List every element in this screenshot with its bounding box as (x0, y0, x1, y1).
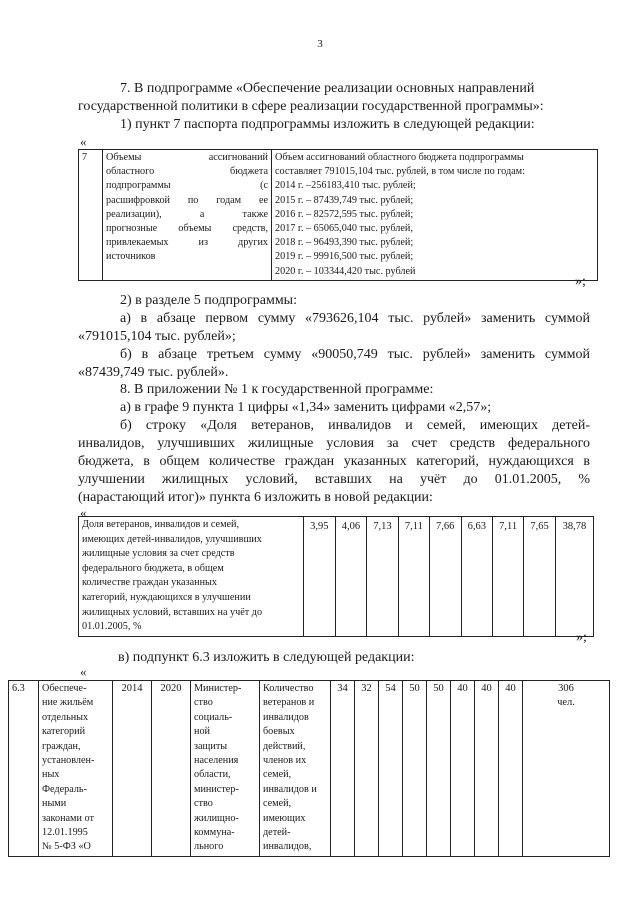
subpoint-value: 40 (475, 681, 499, 857)
section5-line4: б) в абзаце третьем сумму «90050,749 тыс. рублей» заменить суммой (120, 347, 590, 362)
indicator-label-line: жилищные условия за счет средств (82, 548, 235, 560)
subpoint-name-line: ние жильём (42, 697, 94, 709)
section5-line2: а) в абзаце первом сумму «793626,104 тыс. рублей» заменить суммой (120, 311, 590, 326)
passport-value-line: 2019 г. – 99916,500 тыс. рублей; (275, 251, 414, 263)
subpoint-total-line: чел. (557, 697, 575, 709)
indicator-name-line: действий, (263, 740, 306, 752)
subpoint-value: 50 (427, 681, 451, 857)
indicator-value: 7,66 (429, 517, 461, 637)
passport-label-line: прогнозные объемы средств, (106, 223, 268, 235)
indicator-label-line: 01.01.2005, % (82, 621, 142, 633)
indicator-name-line: ветеранов и (263, 697, 315, 709)
passport-value-cell (272, 150, 598, 281)
indicator-table (78, 516, 594, 637)
passport-table (78, 149, 598, 281)
item8-line4: инвалидов, улучшивших жилищные условия за счет средств федерального (78, 436, 590, 451)
subpoint-name-line: № 5-ФЗ «О (42, 841, 91, 853)
indicator-name-line: инвалидов (263, 711, 309, 723)
item7-line1: 7. В подпрограмме «Обеспечение реализации основных направлений (120, 81, 535, 96)
subpoint-name-line: отдельных (42, 711, 89, 723)
indicator-value: 6,63 (461, 517, 493, 637)
indicator-name-line: членов их (263, 755, 307, 767)
indicator-name-line: семей, (263, 769, 292, 781)
subpoint-name-cell (39, 681, 113, 857)
indicator-name-cell (260, 681, 331, 857)
indicator-name-line: семей, (263, 798, 292, 810)
item7-line3: 1) пункт 7 паспорта подпрограммы изложить в следующей редакции: (120, 117, 535, 132)
passport-label-line: источников (106, 251, 156, 263)
indicator-name-line: Количество (263, 683, 314, 694)
passport-value-line: составляет 791015,104 тыс. рублей, в том числе по годам: (275, 166, 525, 178)
item8-line1: 8. В приложении № 1 к государственной программе: (120, 382, 434, 397)
passport-label-cell (103, 150, 272, 281)
open-quote-3: « (80, 664, 87, 679)
close-quote-1: »; (575, 274, 586, 289)
indicator-value: 4,06 (335, 517, 367, 637)
executor-line: населения (194, 755, 239, 767)
indicator-label-line: имеющих детей-инвалидов, улучшивших (82, 533, 262, 545)
open-quote-2: « (80, 505, 87, 520)
passport-label-line: Объемы ассигнований (106, 152, 268, 163)
executor-line: ство (194, 798, 213, 810)
indicator-label-cell (79, 517, 304, 637)
subpoint-value: 40 (499, 681, 523, 857)
indicator-value: 7,11 (398, 517, 429, 637)
passport-value-line: 2014 г. –256183,410 тыс. рублей; (275, 180, 416, 192)
indicator-name-line: инвалидов, (263, 841, 312, 853)
indicator-label-line: Доля ветеранов, инвалидов и семей, (82, 519, 240, 530)
subpoint-name-line: 12.01.1995 (42, 827, 88, 839)
passport-label-line: реализации), а также (106, 208, 268, 220)
subpoint-6-3-table (8, 680, 610, 857)
indicator-value: 38,78 (555, 517, 593, 637)
subpoint-name-line: категорий (42, 726, 86, 738)
indicator-name-line: имеющих (263, 812, 306, 824)
executor-line: ство (194, 697, 213, 709)
item8-line6: улучшении жилищных условий, вставших на учёт до 01.01.2005, % (78, 472, 590, 487)
executor-cell (191, 681, 260, 857)
executor-line: ной (194, 726, 210, 738)
subpoint-value: 34 (331, 681, 355, 857)
indicator-label-line: федерального бюджета, в общем (82, 562, 224, 574)
passport-label-line: подпрограммы (с (106, 180, 268, 192)
indicator-name-line: боевых (263, 726, 295, 738)
subpoint-name-line: Федераль- (42, 783, 87, 795)
section5-line1: 2) в разделе 5 подпрограммы: (120, 293, 297, 308)
executor-line: защиты (194, 740, 228, 752)
subpoint-name-line: установлен- (42, 755, 95, 767)
subpoint-value: 54 (379, 681, 403, 857)
indicator-name-line: детей- (263, 827, 291, 839)
subpoint-name-line: ных (42, 769, 60, 781)
item8-line7: (нарастающий итог)» пункта 6 изложить в новой редакции: (78, 490, 433, 505)
subpoint-value: 40 (451, 681, 475, 857)
subpoint-value: 50 (403, 681, 427, 857)
subpoint-total-cell (523, 681, 610, 857)
executor-line: льного (194, 841, 224, 853)
item7-line2: государственной политики в сфере реализации государственной программы»: (78, 99, 544, 114)
passport-value-line: 2020 г. – 103344,420 тыс. рублей (275, 265, 416, 277)
indicator-name-line: инвалидов и (263, 783, 317, 795)
indicator-value: 3,95 (304, 517, 336, 637)
year-start: 2014 (113, 681, 152, 857)
sub63-line: в) подпункт 6.3 изложить в следующей редакции: (118, 650, 415, 665)
executor-line: Министер- (194, 683, 242, 694)
indicator-value: 7,65 (524, 517, 556, 637)
subpoint-number: 6.3 (9, 681, 39, 857)
executor-line: жилищно- (194, 812, 239, 824)
passport-label-line: привлекаемых из других (106, 237, 268, 249)
passport-label-line: расшифровкой по годам ее (106, 194, 268, 206)
open-quote-1: « (80, 134, 87, 149)
subpoint-name-line: граждан, (42, 740, 81, 752)
indicator-value: 7,11 (493, 517, 524, 637)
indicator-label-line: категорий, нуждающихся в улучшении (82, 591, 251, 603)
passport-value-line: 2016 г. – 82572,595 тыс. рублей; (275, 208, 414, 220)
passport-label-line: областного бюджета (106, 166, 268, 178)
indicator-label-line: количестве граждан указанных (82, 577, 217, 589)
executor-line: области, (194, 769, 231, 781)
subpoint-name-line: ными (42, 798, 67, 810)
item8-line3: б) строку «Доля ветеранов, инвалидов и семей, имеющих детей- (120, 418, 590, 433)
subpoint-value: 32 (355, 681, 379, 857)
executor-line: министер- (194, 783, 239, 795)
executor-line: коммуна- (194, 827, 235, 839)
close-quote-2: »; (576, 630, 587, 645)
item8-line2: а) в графе 9 пункта 1 цифры «1,34» заменить цифрами «2,57»; (120, 400, 492, 415)
page-number: 3 (317, 38, 323, 50)
passport-value-line: 2018 г. – 96493,390 тыс. рублей; (275, 237, 414, 249)
passport-value-line: 2017 г. – 65065,040 тыс. рублей, (275, 223, 413, 235)
item8-line5: бюджета, в общем количестве граждан указанных категорий, нуждающихся в (78, 454, 590, 469)
section5-line5: «87439,749 тыс. рублей». (78, 365, 229, 380)
subpoint-total-line: 306 (558, 683, 574, 694)
section5-line3: «791015,104 тыс. рублей»; (78, 329, 236, 344)
passport-value-line: Объем ассигнований областного бюджета подпрограммы (275, 152, 524, 163)
year-end: 2020 (152, 681, 191, 857)
indicator-value: 7,13 (367, 517, 399, 637)
indicator-label-line: жилищных условий, вставших на учёт до (82, 606, 263, 618)
subpoint-name-line: Обеспече- (42, 683, 87, 694)
executor-line: социаль- (194, 711, 233, 723)
passport-value-line: 2015 г. – 87439,749 тыс. рублей; (275, 194, 414, 206)
subpoint-name-line: законами от (42, 812, 94, 824)
passport-row-number: 7 (79, 150, 103, 281)
